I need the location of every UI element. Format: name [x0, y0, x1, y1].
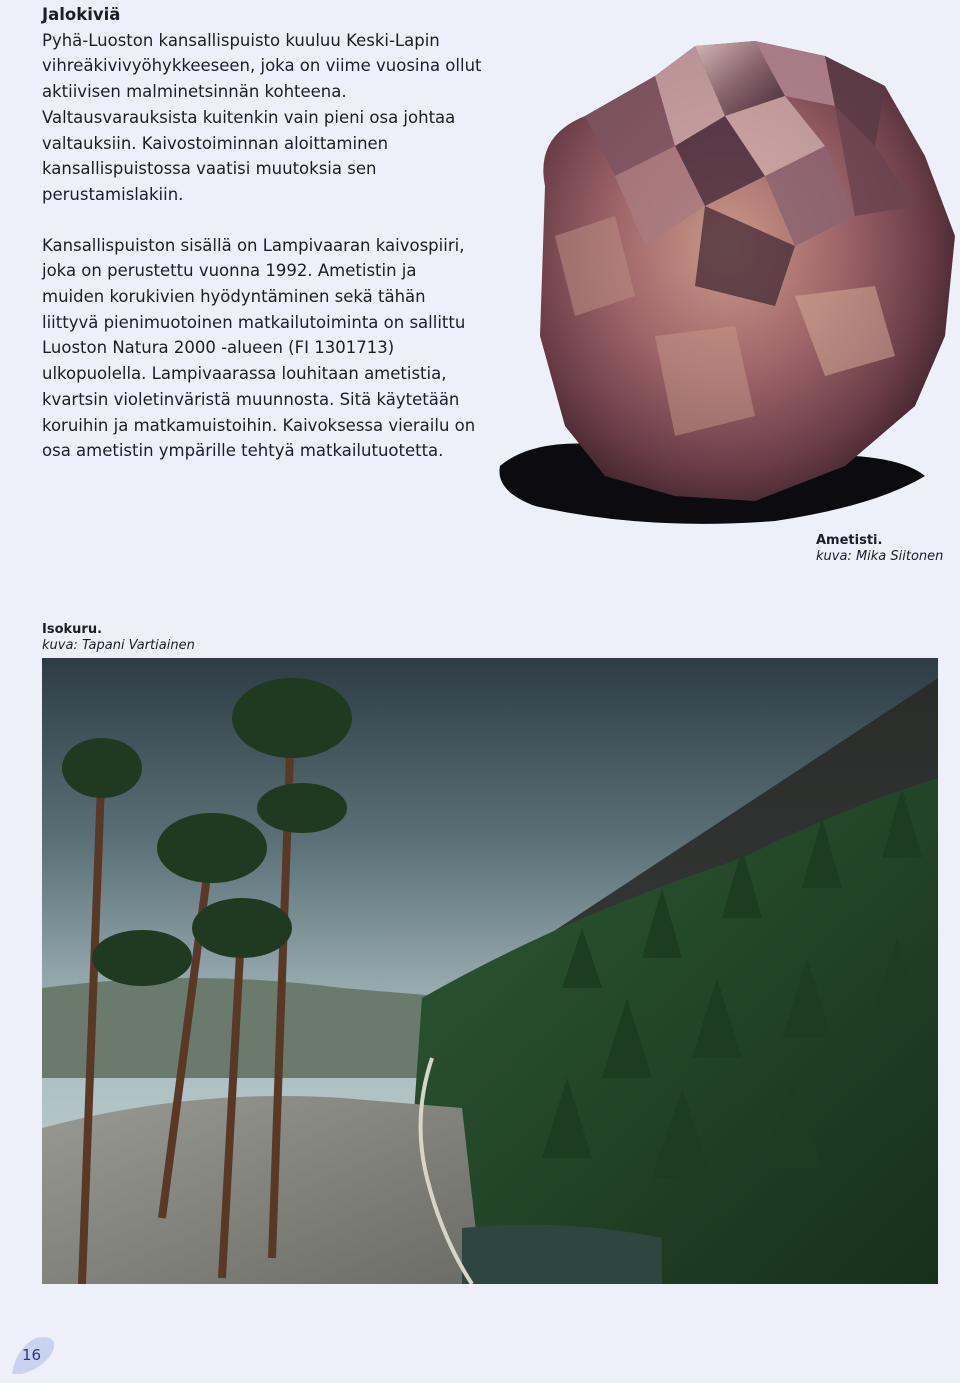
- amethyst-caption-title: Ametisti.: [816, 533, 883, 548]
- amethyst-caption-credit: kuva: Mika Siitonen: [816, 549, 944, 564]
- isokuru-photo: [42, 658, 938, 1284]
- isokuru-caption: [42, 622, 195, 654]
- article-heading: Jalokiviä: [42, 5, 121, 24]
- isokuru-caption-credit: kuva: Tapani Vartiainen: [42, 638, 195, 653]
- amethyst-caption: [816, 533, 943, 565]
- page-number-badge: [8, 1334, 58, 1378]
- paragraph-2: Kansallispuiston sisällä on Lampivaaran kaivospiiri, joka on perustettu vuonna 1992. Ametistin ja muiden korukivien hyödyntäminen sekä tähän liittyvä pienimuotoinen matkailutoiminta on sallittu Luoston Natura 2000 -alueen (FI 1301713) ulkopuolella. Lampivaarassa louhitaan ametistia, kvartsin violetinväristä muunnosta. Sitä käytetään koruihin ja matkamuistoihin. Kaivoksessa vierailu on osa ametistin ympärille tehtyä matkailutuotetta.: [42, 235, 476, 461]
- paragraph-1: Pyhä-Luoston kansallispuisto kuuluu Keski-Lapin vihreäkivivyöhykkeeseen, joka on viime vuosina ollut aktiivisen malminetsinnän kohteena. Valtausvarauksista kuitenkin vain pieni osa johtaa valtauksiin. Kaivostoiminnan aloittaminen kansallispuistossa vaatisi muutoksia sen perustamislakiin.: [42, 30, 482, 204]
- isokuru-caption-title: Isokuru.: [42, 622, 103, 637]
- page-number: 16: [22, 1346, 42, 1364]
- amethyst-photo: [495, 36, 960, 536]
- article-text: [42, 2, 482, 464]
